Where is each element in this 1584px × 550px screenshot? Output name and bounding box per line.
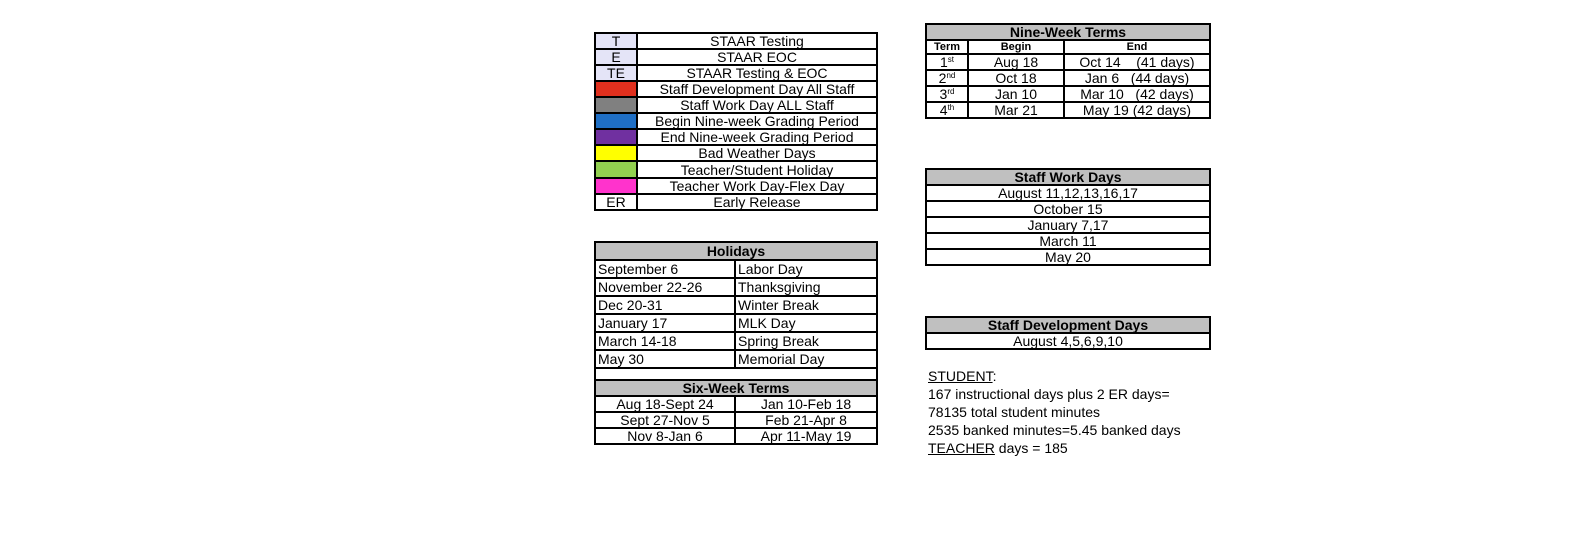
holiday-name: MLK Day: [735, 314, 877, 332]
holiday-name: Labor Day: [735, 260, 877, 278]
six-week-row: [595, 412, 877, 428]
holiday-row: [595, 332, 877, 350]
staff-work-days-title: Staff Work Days: [926, 169, 1210, 185]
six-week-term: Sept 27-Nov 5: [595, 412, 735, 428]
teacher-days-line: TEACHER days = 185: [928, 440, 1068, 456]
holiday-date: September 6: [595, 260, 735, 278]
banked-minutes-line: 2535 banked minutes=5.45 banked days: [928, 422, 1181, 438]
six-week-term: Apr 11-May 19: [735, 428, 877, 444]
staff-development-days-title: Staff Development Days: [926, 317, 1210, 333]
six-week-term: Jan 10-Feb 18: [735, 396, 877, 412]
six-week-title: Six-Week Terms: [595, 380, 877, 396]
legend-table: [594, 32, 878, 211]
legend-swatch: [595, 178, 637, 194]
six-week-row: [595, 396, 877, 412]
work-day-row: [926, 233, 1210, 249]
holiday-name: Winter Break: [735, 296, 877, 314]
term-number: 1st: [926, 54, 968, 70]
legend-row: [595, 33, 877, 49]
work-day-date: October 15: [926, 201, 1210, 217]
nine-week-title: Nine-Week Terms: [926, 24, 1210, 40]
term-begin: Aug 18: [968, 54, 1064, 70]
staff-work-days-table: [925, 168, 1211, 266]
legend-swatch: [595, 97, 637, 113]
legend-row: [595, 65, 877, 81]
term-end: May 19 (42 days): [1064, 102, 1210, 118]
legend-swatch: E: [595, 49, 637, 65]
six-week-terms-table: [594, 379, 878, 445]
nine-week-row: [926, 70, 1210, 86]
term-end: Jan 6 (44 days): [1064, 70, 1210, 86]
dev-day-row: [926, 333, 1210, 349]
term-number: 3rd: [926, 86, 968, 102]
legend-row: [595, 97, 877, 113]
legend-label: STAAR EOC: [637, 49, 877, 65]
legend-row: [595, 113, 877, 129]
legend-label: End Nine-week Grading Period: [637, 129, 877, 145]
work-day-row: [926, 201, 1210, 217]
term-number: 2nd: [926, 70, 968, 86]
legend-row: [595, 178, 877, 194]
work-day-date: March 11: [926, 233, 1210, 249]
term-end: Mar 10 (42 days): [1064, 86, 1210, 102]
end-header: End: [1064, 40, 1210, 54]
holiday-date: Dec 20-31: [595, 296, 735, 314]
legend-swatch: ER: [595, 194, 637, 210]
begin-header: Begin: [968, 40, 1064, 54]
holiday-row: [595, 296, 877, 314]
term-header: Term: [926, 40, 968, 54]
nine-week-row: [926, 102, 1210, 118]
work-day-row: [926, 185, 1210, 201]
student-teacher-notes: [928, 367, 1181, 457]
holiday-row: [595, 260, 877, 278]
work-day-date: January 7,17: [926, 217, 1210, 233]
student-heading: STUDENT:: [928, 368, 997, 384]
legend-swatch: [595, 161, 637, 178]
legend-label: STAAR Testing: [637, 33, 877, 49]
work-day-row: [926, 249, 1210, 265]
legend-swatch: [595, 145, 637, 161]
holiday-row: [595, 350, 877, 368]
holidays-title: Holidays: [595, 242, 877, 260]
term-end: Oct 14 (41 days): [1064, 54, 1210, 70]
legend-label: Teacher Work Day-Flex Day: [637, 178, 877, 194]
instructional-days-line: 167 instructional days plus 2 ER days=: [928, 386, 1170, 402]
work-day-date: May 20: [926, 249, 1210, 265]
nine-week-terms-table: [925, 23, 1211, 119]
holiday-date: January 17: [595, 314, 735, 332]
legend-label: Early Release: [637, 194, 877, 210]
term-begin: Oct 18: [968, 70, 1064, 86]
holiday-date: March 14-18: [595, 332, 735, 350]
six-week-term: Feb 21-Apr 8: [735, 412, 877, 428]
nine-week-row: [926, 54, 1210, 70]
holiday-row: [595, 278, 877, 296]
legend-swatch: [595, 113, 637, 129]
legend-label: Bad Weather Days: [637, 145, 877, 161]
legend-swatch: TE: [595, 65, 637, 81]
term-begin: Jan 10: [968, 86, 1064, 102]
holiday-name: Spring Break: [735, 332, 877, 350]
legend-label: Teacher/Student Holiday: [637, 161, 877, 178]
nine-week-row: [926, 86, 1210, 102]
six-week-term: Aug 18-Sept 24: [595, 396, 735, 412]
holiday-date: May 30: [595, 350, 735, 368]
term-number: 4th: [926, 102, 968, 118]
legend-swatch: T: [595, 33, 637, 49]
dev-day-date: August 4,5,6,9,10: [926, 333, 1210, 349]
work-day-date: August 11,12,13,16,17: [926, 185, 1210, 201]
six-week-row: [595, 428, 877, 444]
holiday-date: November 22-26: [595, 278, 735, 296]
legend-label: Staff Development Day All Staff: [637, 81, 877, 97]
legend-row: [595, 194, 877, 210]
holidays-table: [594, 241, 878, 385]
legend-row: [595, 161, 877, 178]
holiday-name: Memorial Day: [735, 350, 877, 368]
legend-swatch: [595, 129, 637, 145]
holiday-name: Thanksgiving: [735, 278, 877, 296]
legend-row: [595, 145, 877, 161]
six-week-term: Nov 8-Jan 6: [595, 428, 735, 444]
legend-row: [595, 129, 877, 145]
term-begin: Mar 21: [968, 102, 1064, 118]
legend-swatch: [595, 81, 637, 97]
staff-development-days-table: [925, 316, 1211, 350]
legend-row: [595, 81, 877, 97]
student-minutes-line: 78135 total student minutes: [928, 404, 1101, 420]
legend-label: Begin Nine-week Grading Period: [637, 113, 877, 129]
holiday-row: [595, 314, 877, 332]
work-day-row: [926, 217, 1210, 233]
legend-label: STAAR Testing & EOC: [637, 65, 877, 81]
legend-label: Staff Work Day ALL Staff: [637, 97, 877, 113]
legend-row: [595, 49, 877, 65]
